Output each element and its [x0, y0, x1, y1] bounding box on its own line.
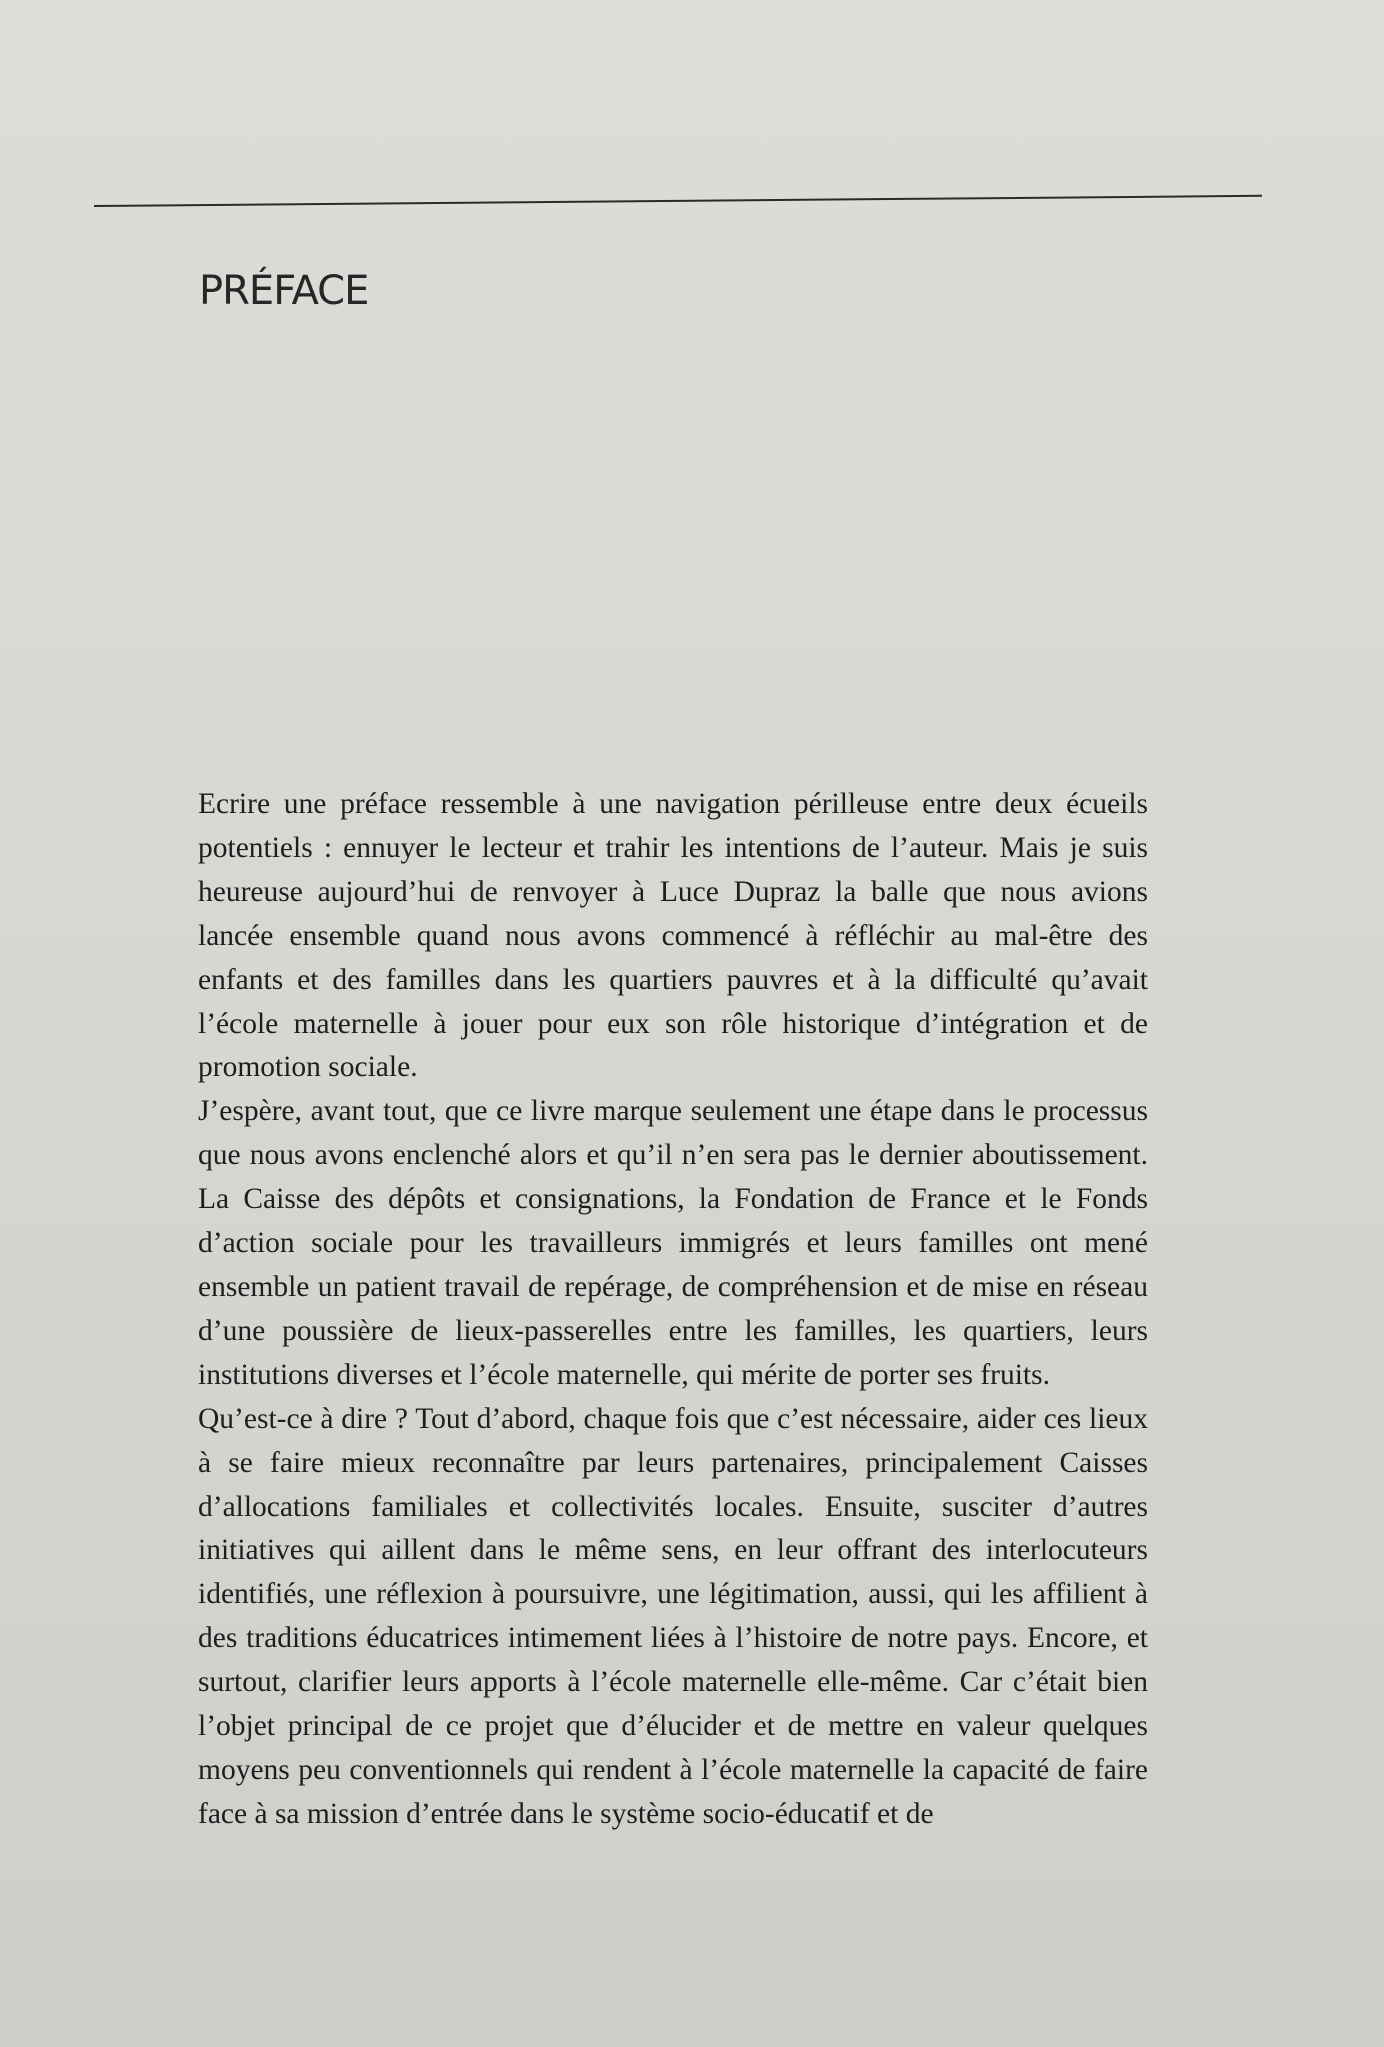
paragraph-2: J’espère, avant tout, que ce livre marque seulement une étape dans le processus que nous avons enclenché alors et qu’il n’en sera pas le dernier aboutissement. La Caisse des dépôts et consignations, la Fondation de France et le Fonds d’action sociale pour les travailleurs immigrés et leurs familles ont mené ensemble un patient travail de repérage, de compréhension et de mise en réseau d’une poussière de lieux-passerelles entre les familles, les quartiers, leurs institutions diverses et l’école maternelle, qui mérite de porter ses fruits.	[198, 1095, 1148, 1391]
preface-body	[198, 783, 1148, 1837]
paragraph-3: Qu’est-ce à dire ? Tout d’abord, chaque fois que c’est nécessaire, aider ces lieux à se faire mieux reconnaître par leurs partenaires, principalement Caisses d’allocations familiales et collectivités locales. Ensuite, susciter d’autres initiatives qui aillent dans le même sens, en leur offrant des interlocuteurs identifiés, une réflexion à poursuivre, une légitimation, aussi, qui les affilient à des traditions éducatrices intimement liées à l’histoire de notre pays. Encore, et surtout, clarifier leurs apports à l’école maternelle elle-même. Car c’était bien l’objet principal de ce projet que d’élucider et de mettre en valeur quelques moyens peu conventionnels qui rendent à l’école maternelle la capacité de faire face à sa mission d’entrée dans le système socio-éducatif et de	[198, 1402, 1148, 1830]
header-rule	[94, 195, 1262, 207]
paragraph-1: Ecrire une préface ressemble à une navigation périlleuse entre deux écueils potentiels : ennuyer le lecteur et trahir les intentions de l’auteur. Mais je suis heureuse aujourd’hui de renvoyer à Luce Dupraz la balle que nous avions lancée ensemble quand nous avons commencé à réfléchir au mal-être des enfants et des familles dans les quartiers pauvres et à la difficulté qu’avait l’école maternelle à jouer pour eux son rôle historique d’intégration et de promotion sociale.	[198, 788, 1148, 1084]
page-title: PRÉFACE	[199, 268, 369, 314]
